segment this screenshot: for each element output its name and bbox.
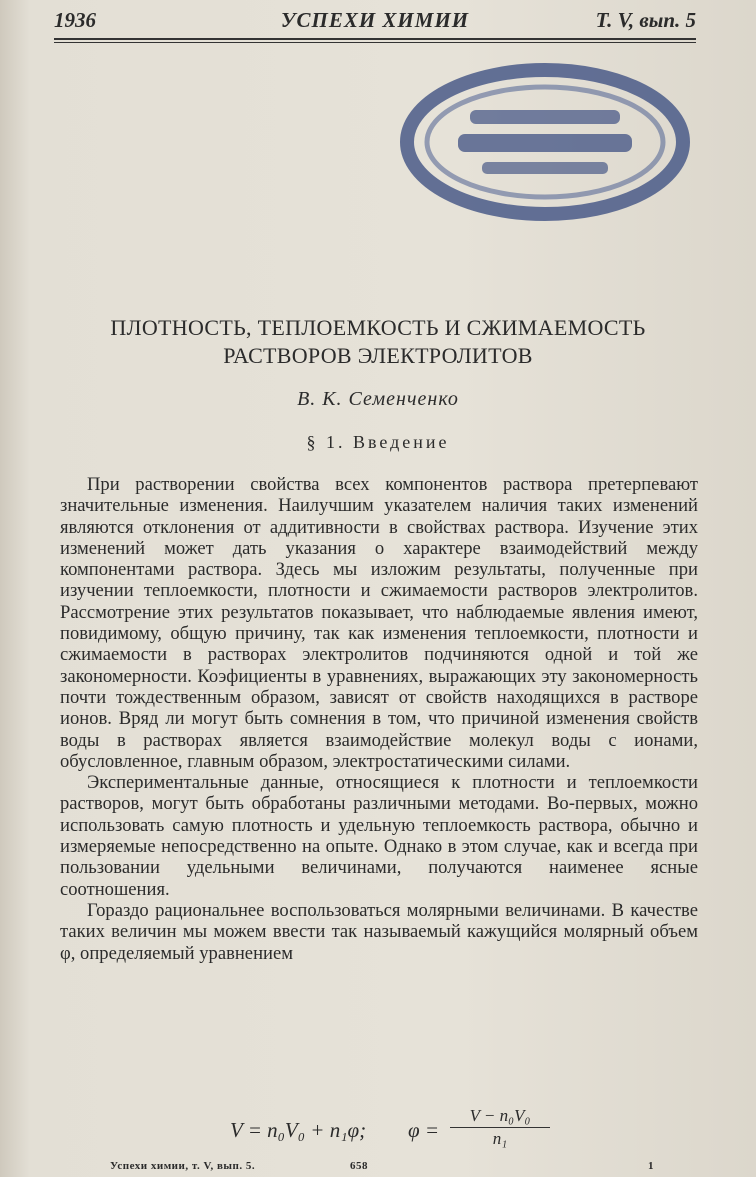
footer-signature: 1 (648, 1160, 654, 1172)
page-footer (110, 1160, 670, 1176)
paragraph: Гораздо рациональнее воспользоваться молярными величинами. В качестве таких величин мы можем ввести так называемый кажущийся молярный объем φ, определяемый уравнением (60, 899, 698, 964)
footer-journal: Успехи химии, т. V, вып. 5. (110, 1160, 256, 1172)
header-journal: УСПЕХИ ХИМИИ (280, 8, 470, 32)
equation-fraction (450, 1106, 550, 1149)
fraction-denominator: n₁ (492, 1129, 508, 1148)
fraction-numerator: V − n₀V₀ (450, 1106, 550, 1128)
paragraph: При растворении свойства всех компонентов раствора претерпевают значительные изменения. Наилучшим указателем наличия таких изменений являются отклонения от аддитивности в свойствах раствора. Изучение этих изменений может дать указания о характере взаимодействий между компонентами раствора. Здесь мы изложим результаты, полученные при изучении теплоемкости, плотности и сжимаемости растворов электролитов. Рассмотрение этих результатов показывает, что наблюдаемые явления имеют, повидимому, общую причину, так как изменения теплоемкости, плотности и сжимаемости в растворах электролитов подчиняются одной и той же закономерности. Коэфициенты в уравнениях, выражающих эту закономерность почти тождественным образом, зависят от свойств находящихся в растворе ионов. Вряд ли могут быть сомнения в том, что причиной изменения свойств воды в растворах является взаимодействие молекул воды с ионами, обусловленное, главным образом, электростатическими силами. (60, 474, 698, 772)
equation (230, 1106, 550, 1152)
equation-lhs: φ = (408, 1118, 440, 1142)
header-volume: Т. V, вып. 5 (595, 8, 696, 32)
article-title (40, 314, 716, 370)
article-body (60, 474, 698, 964)
equation-main: V = n₀V₀ + n₁φ; (230, 1118, 367, 1142)
footer-number: 658 (350, 1160, 368, 1172)
title-line: РАСТВОРОВ ЭЛЕКТРОЛИТОВ (223, 343, 533, 368)
author: В. К. Семенченко (297, 388, 459, 410)
section-heading: § 1. Введение (306, 432, 450, 452)
paragraph: Экспериментальные данные, относящиеся к плотности и теплоемкости растворов, могут быть обработаны различными методами. Во-первых, можно использовать самую плотность и удельную теплоемкость раствора, обычно и измеряемые непосредственно на опыте. Однако в этом случае, как и всегда при пользовании удельными величинами, получаются наименее ясные соотношения. (60, 772, 698, 900)
header-rule (54, 38, 696, 43)
header-year: 1936 (54, 8, 96, 32)
library-stamp-icon (400, 60, 690, 225)
title-line: ПЛОТНОСТЬ, ТЕПЛОЕМКОСТЬ И СЖИМАЕМОСТЬ (110, 315, 646, 340)
running-head (54, 8, 696, 38)
